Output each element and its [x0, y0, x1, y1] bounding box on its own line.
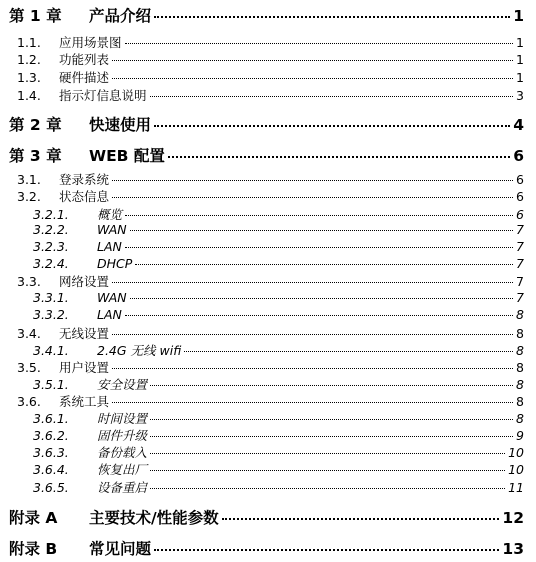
toc-entry-3-2-1[interactable]	[0, 205, 536, 223]
toc-leader-dots	[112, 334, 513, 335]
toc-leader-dots	[130, 298, 513, 299]
toc-number: 3.2.3.	[33, 239, 69, 254]
toc-page-number: 1	[513, 7, 524, 25]
toc-entry-1-1[interactable]	[0, 33, 536, 51]
toc-entry-3-1[interactable]	[0, 170, 536, 188]
toc-leader-dots	[150, 96, 514, 97]
toc-title: 硬件描述	[59, 70, 110, 85]
toc-page-number: 13	[502, 540, 524, 558]
toc-leader-dots	[112, 282, 513, 283]
toc-entry-appendix-a[interactable]	[0, 506, 536, 528]
toc-leader-dots	[112, 60, 513, 61]
toc-number: 3.6.2.	[33, 428, 69, 443]
toc-leader-dots	[112, 402, 513, 403]
toc-page-number: 6	[513, 147, 524, 165]
toc-page-number: 8	[516, 343, 524, 358]
toc-leader-dots	[125, 315, 513, 316]
toc-leader-dots	[168, 156, 510, 158]
toc-page-number: 7	[516, 239, 524, 254]
toc-entry-3-6-1[interactable]	[0, 409, 536, 427]
toc-entry-3-6-3[interactable]	[0, 443, 536, 461]
toc-number: 3.5.1.	[33, 377, 69, 392]
toc-entry-chapter-2[interactable]	[0, 113, 536, 135]
toc-number: 第 2 章	[9, 116, 62, 134]
toc-page-number: 6	[516, 189, 524, 204]
toc-entry-3-5[interactable]	[0, 358, 536, 376]
toc-title: 登录系统	[59, 172, 110, 187]
toc-title: 概览	[97, 207, 123, 222]
toc-title: WAN	[97, 222, 127, 237]
toc-title: 设备重启	[97, 480, 148, 495]
toc-title: 产品介绍	[89, 7, 152, 25]
toc-entry-3-3[interactable]	[0, 272, 536, 290]
toc-number: 3.4.1.	[33, 343, 69, 358]
toc-title: LAN	[97, 307, 122, 322]
toc-page-number: 7	[516, 222, 524, 237]
toc-page-number: 8	[516, 307, 524, 322]
toc-entry-chapter-1[interactable]	[0, 4, 536, 26]
toc-entry-1-4[interactable]	[0, 86, 536, 104]
toc-number: 3.4.	[17, 326, 41, 341]
toc-leader-dots	[184, 351, 513, 352]
toc-leader-dots	[154, 16, 510, 18]
toc-title: 恢复出厂	[97, 462, 148, 477]
toc-page-number: 7	[516, 274, 524, 289]
toc-title: 常见问题	[89, 540, 152, 558]
toc-number: 附录 B	[9, 540, 58, 558]
toc-leader-dots	[222, 518, 500, 520]
toc-title: 功能列表	[59, 52, 110, 67]
toc-number: 附录 A	[9, 509, 58, 527]
toc-number: 3.5.	[17, 360, 41, 375]
toc-entry-1-2[interactable]	[0, 50, 536, 68]
toc-number: 3.6.4.	[33, 462, 69, 477]
toc-title: 应用场景图	[59, 35, 122, 50]
toc-title: 主要技术/性能参数	[89, 509, 219, 527]
toc-leader-dots	[150, 453, 505, 454]
toc-page-number: 9	[516, 428, 524, 443]
toc-entry-3-4-1[interactable]	[0, 341, 536, 359]
toc-entry-3-6-5[interactable]	[0, 478, 536, 496]
toc-page-number: 3	[516, 88, 524, 103]
toc-page-number: 1	[516, 52, 524, 67]
toc-leader-dots	[125, 247, 513, 248]
toc-number: 第 1 章	[9, 7, 62, 25]
toc-page-number: 12	[502, 509, 524, 527]
toc-number: 1.1.	[17, 35, 41, 50]
toc-title: 时间设置	[97, 411, 148, 426]
toc-leader-dots	[112, 180, 513, 181]
toc-title: DHCP	[97, 256, 133, 271]
toc-title: 系统工具	[59, 394, 110, 409]
toc-title: 固件升级	[97, 428, 148, 443]
toc-title: 备份载入	[97, 445, 148, 460]
toc-page-number: 8	[516, 377, 524, 392]
toc-title: 用户设置	[59, 360, 110, 375]
toc-entry-appendix-b[interactable]	[0, 537, 536, 559]
toc-entry-3-4[interactable]	[0, 324, 536, 342]
toc-page-number: 11	[508, 480, 524, 495]
toc-page-number: 10	[508, 462, 524, 477]
toc-leader-dots	[135, 264, 513, 265]
toc-number: 1.2.	[17, 52, 41, 67]
toc-leader-dots	[150, 470, 505, 471]
toc-entry-3-2-4[interactable]	[0, 256, 536, 271]
toc-number: 3.3.1.	[33, 290, 69, 305]
toc-title: 快速使用	[89, 116, 152, 134]
toc-entry-3-5-1[interactable]	[0, 375, 536, 393]
toc-leader-dots	[150, 488, 505, 489]
toc-number: 3.3.	[17, 274, 41, 289]
toc-entry-3-2-2[interactable]	[0, 222, 536, 237]
toc-page-number: 10	[508, 445, 524, 460]
toc-leader-dots	[150, 436, 513, 437]
toc-leader-dots	[125, 215, 513, 216]
toc-entry-3-3-1[interactable]	[0, 290, 536, 305]
toc-leader-dots	[150, 385, 513, 386]
toc-page-number: 8	[516, 326, 524, 341]
toc-page-number: 1	[516, 70, 524, 85]
toc-entry-3-6-2[interactable]	[0, 426, 536, 444]
toc-number: 3.1.	[17, 172, 41, 187]
toc-number: 第 3 章	[9, 147, 62, 165]
toc-page-number: 7	[516, 256, 524, 271]
toc-page-number: 8	[516, 394, 524, 409]
toc-leader-dots	[112, 368, 513, 369]
toc-leader-dots	[112, 78, 513, 79]
toc-number: 3.6.	[17, 394, 41, 409]
toc-title: 安全设置	[97, 377, 148, 392]
toc-title: WAN	[97, 290, 127, 305]
toc-page-number: 4	[513, 116, 524, 134]
toc-page-number: 8	[516, 411, 524, 426]
toc-leader-dots	[150, 419, 513, 420]
toc-number: 3.2.	[17, 189, 41, 204]
toc-entry-3-3-2[interactable]	[0, 307, 536, 322]
toc-leader-dots	[112, 197, 513, 198]
toc-leader-dots	[125, 43, 514, 44]
toc-number: 3.2.2.	[33, 222, 69, 237]
toc-entry-chapter-3[interactable]	[0, 144, 536, 166]
toc-number: 1.3.	[17, 70, 41, 85]
toc-page-number: 7	[516, 290, 524, 305]
toc-entry-3-2-3[interactable]	[0, 239, 536, 254]
toc-leader-dots	[154, 125, 510, 127]
toc-number: 3.6.1.	[33, 411, 69, 426]
toc-title: 2.4G 无线 wifi	[97, 343, 182, 358]
toc-title: 指示灯信息说明	[59, 88, 147, 103]
toc-entry-3-6-4[interactable]	[0, 460, 536, 478]
toc-page-number: 6	[516, 207, 524, 222]
toc-title: LAN	[97, 239, 122, 254]
toc-number: 3.6.3.	[33, 445, 69, 460]
toc-page-number: 8	[516, 360, 524, 375]
toc-leader-dots	[154, 549, 499, 551]
toc-entry-1-3[interactable]	[0, 68, 536, 86]
toc-number: 3.6.5.	[33, 480, 69, 495]
toc-title: 状态信息	[59, 189, 110, 204]
toc-entry-3-2[interactable]	[0, 187, 536, 205]
toc-number: 3.3.2.	[33, 307, 69, 322]
toc-page-number: 6	[516, 172, 524, 187]
toc-number: 1.4.	[17, 88, 41, 103]
toc-title: WEB 配置	[89, 147, 165, 165]
toc-title: 网络设置	[59, 274, 110, 289]
toc-entry-3-6[interactable]	[0, 392, 536, 410]
toc-page-number: 1	[516, 35, 524, 50]
toc-title: 无线设置	[59, 326, 110, 341]
toc-number: 3.2.4.	[33, 256, 69, 271]
toc-leader-dots	[130, 230, 513, 231]
toc-number: 3.2.1.	[33, 207, 69, 222]
